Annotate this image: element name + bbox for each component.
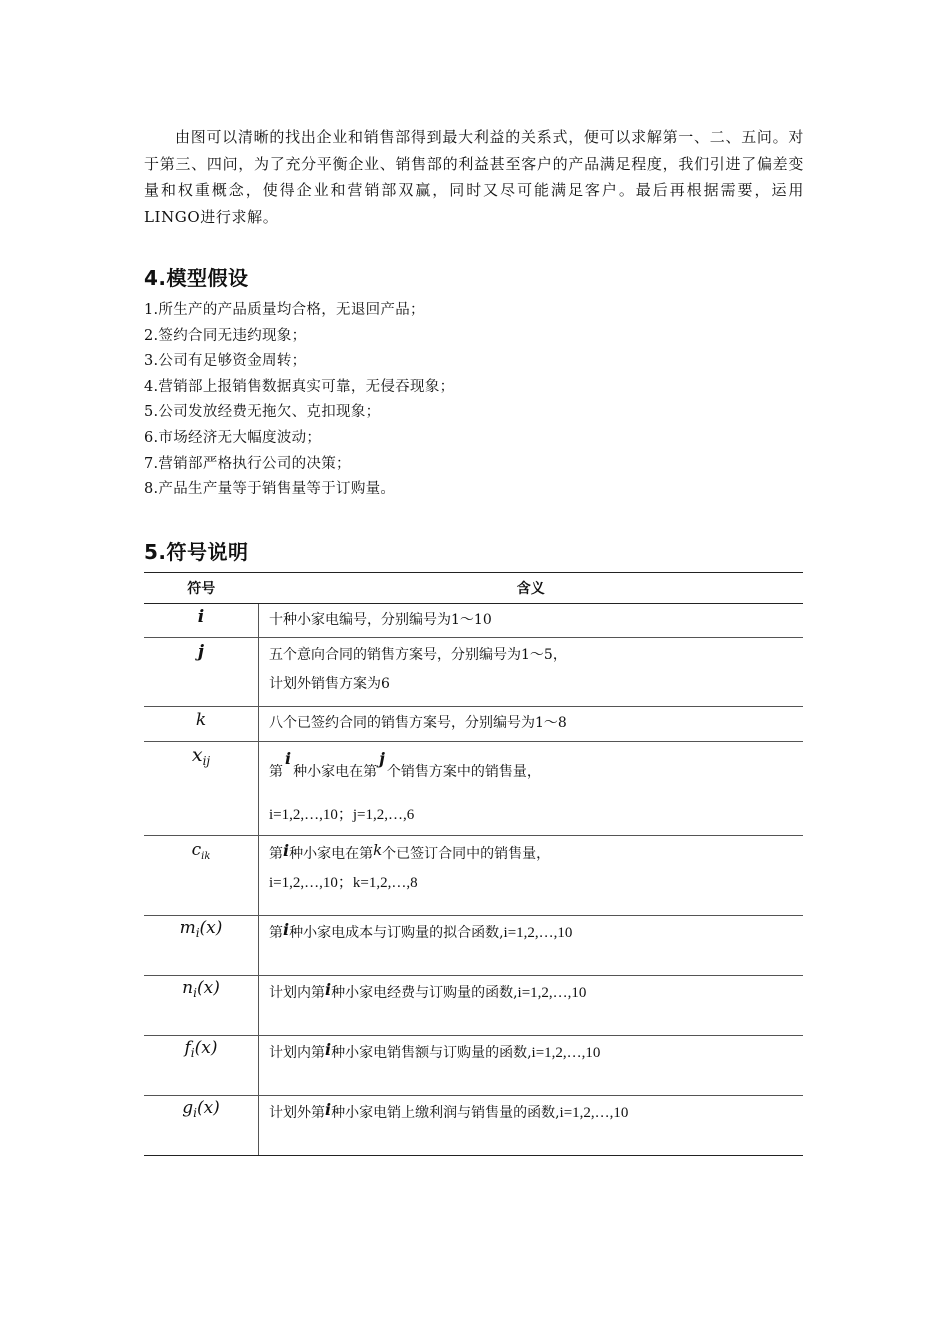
meaning-j-line2: 计划外销售方案为6 — [269, 676, 390, 692]
symbol-g-argument: (x) — [196, 1098, 220, 1118]
assumption-item: 5.公司发放经费无拖欠、克扣现象； — [144, 404, 381, 421]
section-5-heading: 5.符号说明 — [144, 540, 249, 564]
symbol-f-argument: (x) — [194, 1038, 218, 1058]
table-row: mi(x) 第i种小家电成本与订购量的拟合函数,i=1,2,…,10 — [144, 916, 803, 976]
var-i: i — [325, 1100, 332, 1119]
header-meaning: 含义 — [259, 573, 804, 604]
table-row — [144, 836, 803, 916]
symbol-m-subscript: i — [195, 926, 200, 940]
var-i: i — [283, 841, 290, 860]
symbol-f: f — [184, 1038, 191, 1058]
assumption-item: 7.营销部严格执行公司的决策； — [144, 455, 351, 472]
assumption-item: 8.产品生产量等于销售量等于订购量。 — [144, 481, 396, 498]
symbol-table — [144, 572, 803, 1156]
meaning-x-line2: i=1,2,…,10；j=1,2,…,6 — [269, 807, 415, 823]
assumption-list — [144, 298, 454, 503]
assumption-item: 6.市场经济无大幅度波动； — [144, 429, 322, 446]
symbol-k: k — [195, 710, 207, 730]
symbol-c-subscript: ik — [201, 851, 211, 862]
assumption-item: 3.公司有足够资金周转； — [144, 353, 307, 370]
section-4-heading: 4.模型假设 — [144, 266, 249, 290]
var-k: k — [373, 841, 383, 859]
symbol-n: n — [182, 978, 194, 998]
table-row — [144, 742, 803, 836]
symbol-g-subscript: i — [193, 1106, 197, 1120]
assumption-item: 4.营销部上报销售数据真实可靠，无侵吞现象； — [144, 378, 455, 395]
symbol-n-subscript: i — [193, 986, 197, 1000]
table-row: gi(x) 计划外第i种小家电销上缴利润与销售量的函数,i=1,2,…,10 — [144, 1096, 803, 1156]
symbol-n-argument: (x) — [196, 978, 220, 998]
intro-paragraph: 由图可以清晰的找出企业和销售部得到最大利益的关系式，便可以求解第一、二、五问。对于第三、四问，为了充分平衡企业、销售部的利益甚至客户的产品满足程度，我们引进了偏差变量和权重概念，使得企业和营销部双赢，同时又尽可能满足客户。最后再根据需要，运用LINGO进行求解。 — [144, 128, 804, 226]
table-row: ni(x) 计划内第i种小家电经费与订购量的函数,i=1,2,…,10 — [144, 976, 803, 1036]
symbol-m-argument: (x) — [199, 918, 223, 938]
assumption-item: 2.签约合同无违约现象； — [144, 327, 307, 344]
meaning-c-line1: 第i种小家电在第k个已签订合同中的销售量， — [269, 841, 551, 862]
var-i: i — [325, 980, 332, 999]
table-row — [144, 604, 803, 638]
symbol-f-subscript: i — [190, 1046, 195, 1060]
table-row — [144, 707, 803, 742]
meaning-j-line1: 五个意向合同的销售方案号，分别编号为1～5， — [269, 647, 567, 663]
meaning-i: 十种小家电编号，分别编号为1～10 — [269, 612, 492, 628]
symbol-x-subscript: ij — [202, 754, 211, 768]
var-i: i — [283, 920, 290, 939]
symbol-c: c — [191, 840, 202, 860]
var-i: i — [325, 1040, 332, 1059]
meaning-c-line2: i=1,2,…,10；k=1,2,…,8 — [269, 875, 418, 891]
symbol-x: x — [191, 744, 203, 766]
symbol-i: i — [197, 607, 205, 627]
var-i: i — [285, 749, 292, 768]
symbol-j: j — [197, 642, 205, 662]
meaning-x-line1: 第i种小家电在第j个销售方案中的销售量， — [269, 749, 541, 780]
table-row — [144, 638, 803, 707]
table-row: fi(x) 计划内第i种小家电销售额与订购量的函数,i=1,2,…,10 — [144, 1036, 803, 1096]
header-symbol: 符号 — [144, 573, 259, 604]
assumption-item: 1.所生产的产品质量均合格，无退回产品； — [144, 302, 425, 318]
symbol-m: m — [179, 918, 196, 938]
symbol-g: g — [182, 1098, 194, 1118]
table-header-row — [144, 573, 803, 604]
meaning-k: 八个已签约合同的销售方案号，分别编号为1～8 — [269, 715, 567, 731]
var-j: j — [379, 749, 385, 768]
